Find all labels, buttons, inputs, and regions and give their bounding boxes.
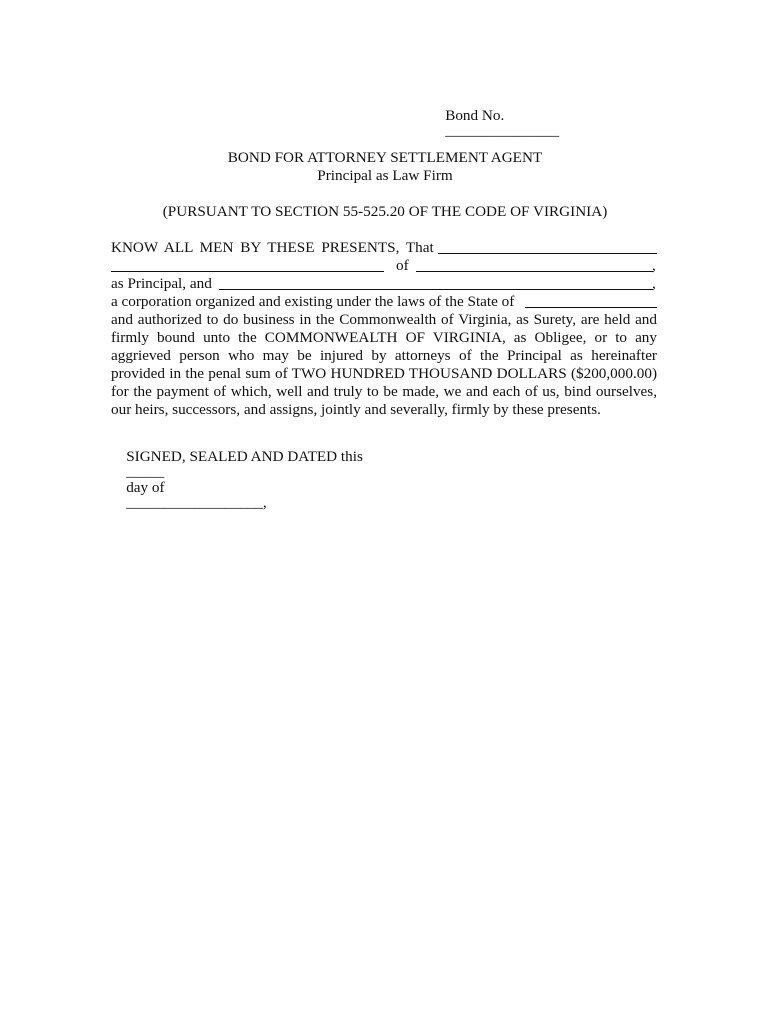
- principal-name-blank[interactable]: [438, 253, 657, 254]
- as-principal-text: as Principal, and: [111, 275, 212, 292]
- statute-reference: (PURSUANT TO SECTION 55-525.20 OF THE CODE OF VIRGINIA): [162, 203, 608, 220]
- comma-text: ,: [652, 257, 656, 274]
- principal-firm-blank[interactable]: [111, 271, 384, 272]
- body-line-4: [111, 294, 657, 312]
- surety-name-blank[interactable]: [219, 289, 653, 290]
- document-subtitle: Principal as Law Firm: [317, 167, 453, 184]
- body-line-5: and authorized to do business in the Commonwealth of Virginia, as Surety, are held and: [111, 311, 657, 328]
- bond-number-blank[interactable]: _______________: [445, 122, 560, 140]
- bond-number-line: [430, 93, 559, 154]
- signed-text: SIGNED, SEALED AND DATED this: [126, 448, 363, 466]
- bond-number-label: Bond No.: [445, 107, 505, 125]
- document-title: BOND FOR ATTORNEY SETTLEMENT AGENT: [227, 149, 543, 166]
- body-line-7: aggrieved person who may be injured by attorneys of the Principal as hereinafter: [111, 347, 657, 364]
- know-all-men-text: KNOW ALL MEN BY THESE PRESENTS, That: [111, 239, 434, 256]
- day-blank[interactable]: _____: [126, 463, 165, 481]
- corporation-text: a corporation organized and existing under the laws of the State of: [111, 293, 515, 310]
- of-text: of: [396, 257, 409, 274]
- body-line-6: firmly bound unto the COMMONWEALTH OF VIRGINIA, as Obligee, or to any: [111, 329, 657, 346]
- body-line-1: [111, 240, 657, 258]
- principal-location-blank[interactable]: [416, 271, 653, 272]
- month-blank[interactable]: __________________: [126, 493, 263, 511]
- body-line-10: our heirs, successors, and assigns, jointly and severally, firmly by these presents.: [111, 401, 601, 418]
- comma-text: ,: [652, 275, 656, 292]
- body-line-2: [111, 258, 657, 276]
- signed-comma: ,: [262, 493, 267, 511]
- body-line-8: provided in the penal sum of TWO HUNDRED THOUSAND DOLLARS ($200,000.00): [111, 365, 657, 382]
- day-of-text: day of: [126, 478, 165, 496]
- body-line-9: for the payment of which, well and truly to be made, we and each of us, bind ourselves,: [111, 383, 657, 400]
- signed-line: [111, 434, 363, 525]
- surety-state-blank[interactable]: [525, 307, 657, 308]
- body-line-3: [111, 276, 657, 294]
